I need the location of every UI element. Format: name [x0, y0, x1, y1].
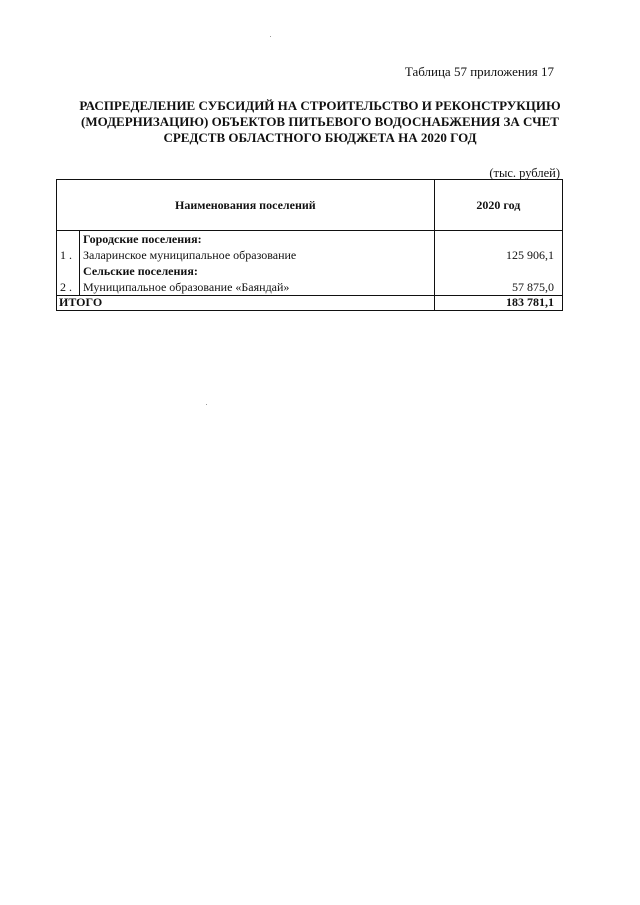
settlement-names-cell	[80, 231, 435, 296]
subsidy-value: 57 875,0	[512, 280, 554, 294]
column-header-settlements: Наименования поселений	[57, 180, 435, 231]
column-header-year: 2020 год	[434, 180, 562, 231]
table-header-row	[57, 180, 563, 231]
total-value: 183 781,1	[434, 296, 562, 311]
scan-speck	[270, 36, 271, 37]
document-title	[50, 98, 590, 146]
total-label: ИТОГО	[57, 296, 435, 311]
row-number: 2 .	[60, 280, 72, 294]
title-line: СРЕДСТВ ОБЛАСТНОГО БЮДЖЕТА НА 2020 ГОД	[163, 130, 477, 145]
subsidy-table	[56, 179, 563, 311]
group-heading-urban: Городские поселения:	[83, 232, 202, 246]
table-reference: Таблица 57 приложения 17	[404, 64, 554, 79]
values-cell	[434, 231, 562, 296]
units-note: (тыс. рублей)	[489, 166, 560, 180]
total-row	[57, 296, 563, 311]
settlement-name: Заларинское муниципальное образование	[83, 248, 297, 262]
row-numbers-cell	[57, 231, 80, 296]
table-body-row	[57, 231, 563, 296]
group-heading-rural: Сельские поселения:	[83, 264, 198, 278]
title-line: РАСПРЕДЕЛЕНИЕ СУБСИДИЙ НА СТРОИТЕЛЬСТВО И РЕКОНСТРУКЦИЮ	[79, 98, 561, 113]
settlement-name: Муниципальное образование «Баяндай»	[83, 280, 290, 294]
row-number: 1 .	[60, 248, 72, 262]
title-line: (МОДЕРНИЗАЦИЮ) ОБЪЕКТОВ ПИТЬЕВОГО ВОДОСНАБЖЕНИЯ ЗА СЧЕТ	[81, 114, 559, 129]
subsidy-value: 125 906,1	[506, 248, 554, 262]
scan-speck	[206, 404, 207, 405]
